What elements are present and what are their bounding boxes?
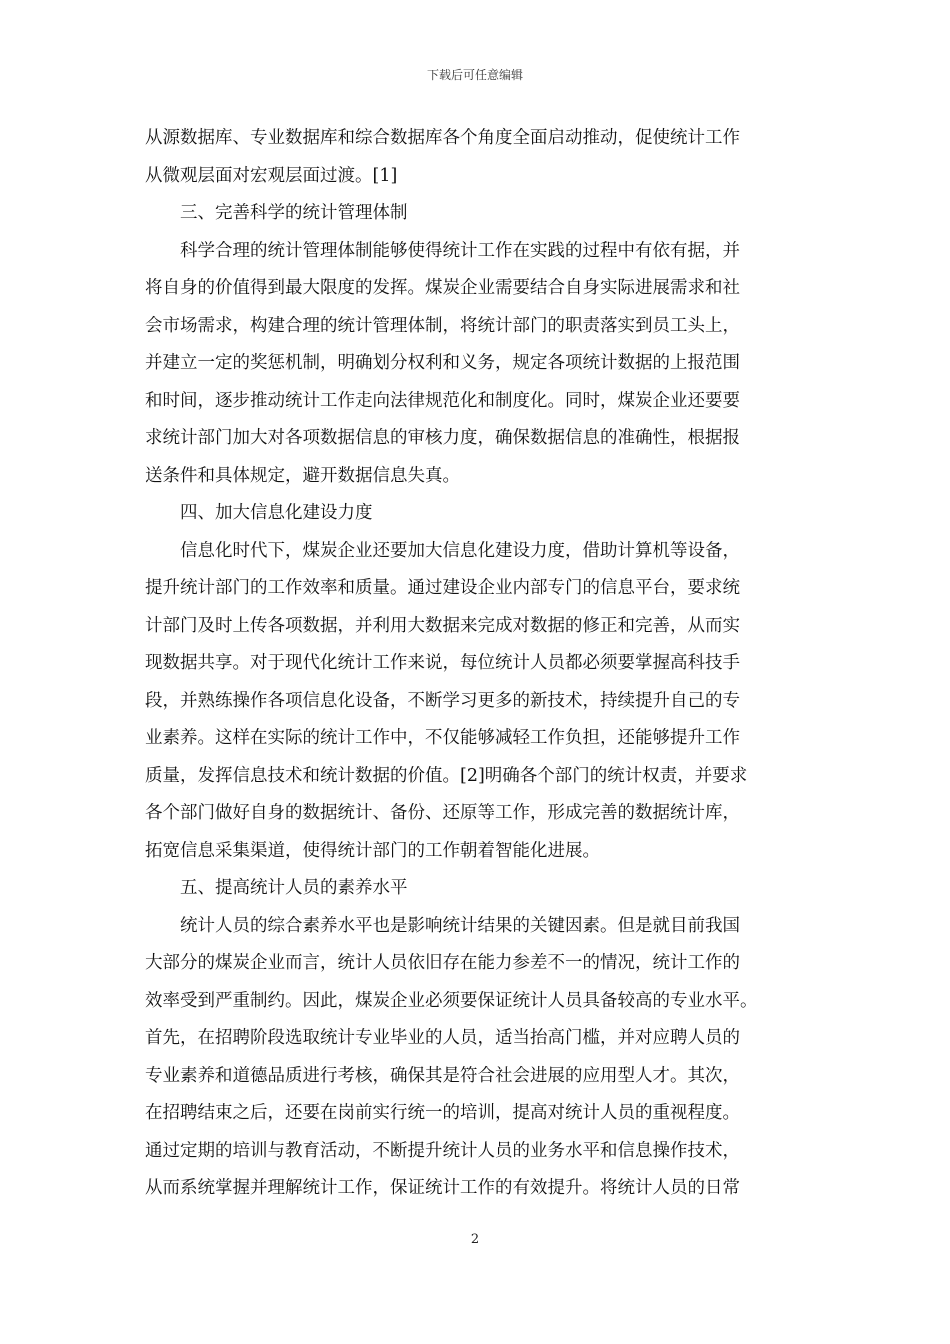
text-line: 将自身的价值得到最大限度的发挥。煤炭企业需要结合自身实际进展需求和社 [145, 278, 740, 298]
section-heading: 四、加大信息化建设力度 [180, 503, 373, 523]
text-line: 首先，在招聘阶段选取统计专业毕业的人员，适当抬高门槛，并对应聘人员的 [145, 1028, 740, 1048]
text-line: 段，并熟练操作各项信息化设备，不断学习更多的新技术，持续提升自己的专 [145, 690, 740, 711]
text-line: 送条件和具体规定，避开数据信息失真。 [145, 465, 460, 486]
text-line: 业素养。这样在实际的统计工作中，不仅能够减轻工作负担，还能够提升工作 [145, 728, 740, 748]
text-line: 统计人员的综合素养水平也是影响统计结果的关键因素。但是就目前我国 [180, 915, 740, 936]
document-body [145, 120, 810, 1208]
text-line: 通过定期的培训与教育活动，不断提升统计人员的业务水平和信息操作技术， [145, 1140, 740, 1161]
page-header: 下载后可任意编辑 [426, 68, 523, 82]
section-heading: 三、完善科学的统计管理体制 [180, 203, 408, 223]
section-heading: 五、提高统计人员的素养水平 [180, 878, 408, 898]
text-line: 科学合理的统计管理体制能够使得统计工作在实践的过程中有依有据，并 [180, 240, 740, 261]
text-line: 效率受到严重制约。因此，煤炭企业必须要保证统计人员具备较高的专业水平。 [145, 990, 758, 1011]
text-line: 计部门及时上传各项数据，并利用大数据来完成对数据的修正和完善，从而实 [145, 615, 740, 636]
text-line: 从源数据库、专业数据库和综合数据库各个角度全面启动推动，促使统计工作 [145, 128, 740, 148]
text-line: 提升统计部门的工作效率和质量。通过建设企业内部专门的信息平台，要求统 [145, 578, 740, 598]
text-line: 并建立一定的奖惩机制，明确划分权利和义务，规定各项统计数据的上报范围 [145, 353, 740, 373]
text-line: 现数据共享。对于现代化统计工作来说，每位统计人员都必须要掌握高科技手 [145, 653, 740, 673]
text-line: 会市场需求，构建合理的统计管理体制，将统计部门的职责落实到员工头上， [145, 315, 740, 336]
page-number: 2 [470, 1232, 480, 1247]
text-line: 和时间，逐步推动统计工作走向法律规范化和制度化。同时，煤炭企业还要要 [145, 390, 740, 411]
text-line: 各个部门做好自身的数据统计、备份、还原等工作，形成完善的数据统计库， [145, 803, 740, 823]
text-line: 求统计部门加大对各项数据信息的审核力度，确保数据信息的准确性，根据报 [145, 428, 740, 448]
text-line: 大部分的煤炭企业而言，统计人员依旧存在能力参差不一的情况，统计工作的 [145, 953, 740, 973]
text-line: 质量，发挥信息技术和统计数据的价值。[2]明确各个部门的统计权责，并要求 [145, 765, 748, 786]
text-line: 在招聘结束之后，还要在岗前实行统一的培训，提高对统计人员的重视程度。 [145, 1103, 740, 1123]
text-line: 信息化时代下，煤炭企业还要加大信息化建设力度，借助计算机等设备， [180, 540, 740, 561]
text-line: 专业素养和道德品质进行考核，确保其是符合社会进展的应用型人才。其次， [145, 1065, 740, 1086]
text-line: 从微观层面对宏观层面过渡。[1] [145, 165, 398, 186]
text-line: 拓宽信息采集渠道，使得统计部门的工作朝着智能化进展。 [145, 840, 600, 861]
text-line: 从而系统掌握并理解统计工作，保证统计工作的有效提升。将统计人员的日常 [145, 1178, 740, 1198]
